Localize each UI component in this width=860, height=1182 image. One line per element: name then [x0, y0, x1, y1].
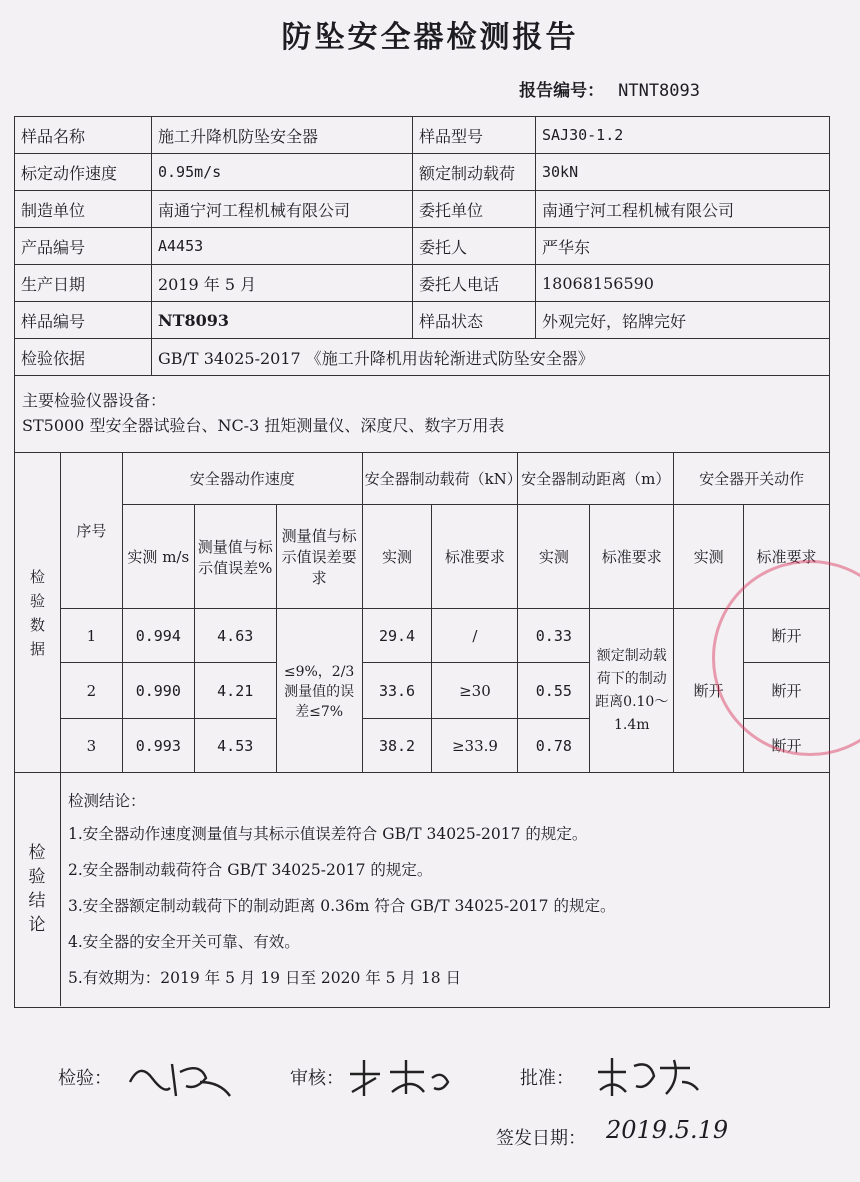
row-load-req: / — [432, 609, 518, 663]
row-error: 4.21 — [194, 663, 276, 719]
maker-label: 制造单位 — [15, 191, 152, 228]
row-no: 1 — [60, 609, 122, 663]
row-dist: 0.33 — [518, 609, 590, 663]
rated-speed: 0.95m/s — [152, 154, 413, 191]
issue-date-label: 签发日期： — [496, 1128, 586, 1149]
row-load: 33.6 — [362, 663, 432, 719]
row-load: 29.4 — [362, 609, 432, 663]
row-speed: 0.993 — [122, 719, 194, 773]
speed-group-header: 安全器动作速度 — [122, 453, 362, 505]
speed-error-req-header: 测量值与标示值误差要求 — [276, 505, 362, 609]
sample-no-label: 样品编号 — [15, 302, 152, 339]
inspect-label: 检验： — [58, 1068, 112, 1089]
reviewer-signature — [344, 1052, 464, 1102]
equipment-section — [22, 388, 822, 438]
equipment-list: ST5000 型安全器试验台、NC-3 扭矩测量仪、深度尺、数字万用表 — [22, 416, 505, 435]
client-label: 委托单位 — [413, 191, 536, 228]
product-no: A4453 — [152, 228, 413, 265]
load-standard-header: 标准要求 — [432, 505, 518, 609]
row-switch-req: 断开 — [744, 719, 830, 773]
switch-standard-header: 标准要求 — [744, 505, 830, 609]
conclusion-item: 2.安全器制动载荷符合 GB/T 34025-2017 的规定。 — [68, 861, 433, 879]
inspector-signature — [120, 1052, 240, 1102]
row-dist: 0.78 — [518, 719, 590, 773]
contact: 严华东 — [536, 228, 830, 265]
row-load-req: ≥30 — [432, 663, 518, 719]
row-error: 4.53 — [194, 719, 276, 773]
basis-label: 检验依据 — [15, 339, 152, 376]
review-label: 审核： — [290, 1068, 344, 1089]
dist-standard-header: 标准要求 — [590, 505, 674, 609]
report-number-value: NTNT8093 — [618, 81, 700, 101]
conclusion-item: 1.安全器动作速度测量值与其标示值误差符合 GB/T 34025-2017 的规定。 — [68, 825, 588, 843]
sample-state: 外观完好，铭牌完好 — [536, 302, 830, 339]
speed-error-header: 测量值与标示值误差% — [194, 505, 276, 609]
row-dist: 0.55 — [518, 663, 590, 719]
table-row — [15, 609, 830, 663]
contact-label: 委托人 — [413, 228, 536, 265]
row-load: 38.2 — [362, 719, 432, 773]
conclusion-item: 5.有效期为：2019 年 5 月 19 日至 2020 年 5 月 18 日 — [68, 969, 462, 987]
maker: 南通宁河工程机械有限公司 — [152, 191, 413, 228]
issue-date: 2019.5.19 — [606, 1116, 729, 1144]
equipment-label: 主要检验仪器设备： — [22, 391, 167, 410]
prod-date: 2019 年 5 月 — [152, 265, 413, 302]
sample-state-label: 样品状态 — [413, 302, 536, 339]
table-row — [15, 117, 830, 154]
sample-info-table — [14, 116, 830, 376]
speed-measured-header: 实测 m/s — [122, 505, 194, 609]
switch-measured-value: 断开 — [674, 609, 744, 773]
approve-label: 批准： — [520, 1068, 574, 1089]
row-load-req: ≥33.9 — [432, 719, 518, 773]
row-error: 4.63 — [194, 609, 276, 663]
basis: GB/T 34025-2017 《施工升降机用齿轮渐进式防坠安全器》 — [152, 339, 830, 376]
row-speed: 0.990 — [122, 663, 194, 719]
conclusion-section — [14, 772, 830, 1006]
switch-measured-header: 实测 — [674, 505, 744, 609]
table-row — [15, 453, 830, 505]
sample-model: SAJ30-1.2 — [536, 117, 830, 154]
phone-label: 委托人电话 — [413, 265, 536, 302]
load-measured-header: 实测 — [362, 505, 432, 609]
row-no: 2 — [60, 663, 122, 719]
data-section-label: 检验数据 — [15, 453, 61, 773]
report-title: 防坠安全器检测报告 — [281, 20, 579, 55]
dist-measured-header: 实测 — [518, 505, 590, 609]
sample-name: 施工升降机防坠安全器 — [152, 117, 413, 154]
row-switch-req: 断开 — [744, 663, 830, 719]
rated-load: 30kN — [536, 154, 830, 191]
table-row — [15, 228, 830, 265]
conclusion-section-label: 检验结论 — [14, 772, 61, 1006]
conclusion-item: 4.安全器的安全开关可靠、有效。 — [68, 933, 300, 951]
rated-speed-label: 标定动作速度 — [15, 154, 152, 191]
row-speed: 0.994 — [122, 609, 194, 663]
sample-model-label: 样品型号 — [413, 117, 536, 154]
test-data-table — [14, 452, 830, 773]
client: 南通宁河工程机械有限公司 — [536, 191, 830, 228]
seq-header: 序号 — [60, 453, 122, 609]
table-row — [15, 505, 830, 609]
dist-group-header: 安全器制动距离（m） — [518, 453, 674, 505]
error-req-value: ≤9%，2/3测量值的误差≤7% — [276, 609, 362, 773]
switch-group-header: 安全器开关动作 — [674, 453, 830, 505]
row-switch-req: 断开 — [744, 609, 830, 663]
table-row — [15, 154, 830, 191]
approver-signature — [590, 1052, 710, 1102]
table-row — [15, 191, 830, 228]
conclusion-heading: 检测结论： — [68, 792, 146, 810]
sample-no: NT8093 — [152, 302, 413, 339]
table-row — [15, 339, 830, 376]
sample-name-label: 样品名称 — [15, 117, 152, 154]
conclusion-item: 3.安全器额定制动载荷下的制动距离 0.36m 符合 GB/T 34025-2017 的规定。 — [68, 897, 616, 915]
rated-load-label: 额定制动载荷 — [413, 154, 536, 191]
report-number — [519, 76, 700, 101]
dist-req-value: 额定制动载荷下的制动距离0.10～1.4m — [590, 609, 674, 773]
table-row — [15, 302, 830, 339]
prod-date-label: 生产日期 — [15, 265, 152, 302]
phone: 18068156590 — [536, 265, 830, 302]
product-no-label: 产品编号 — [15, 228, 152, 265]
report-number-label: 报告编号： — [519, 81, 605, 101]
table-row — [15, 265, 830, 302]
load-group-header: 安全器制动载荷（kN） — [362, 453, 518, 505]
row-no: 3 — [60, 719, 122, 773]
